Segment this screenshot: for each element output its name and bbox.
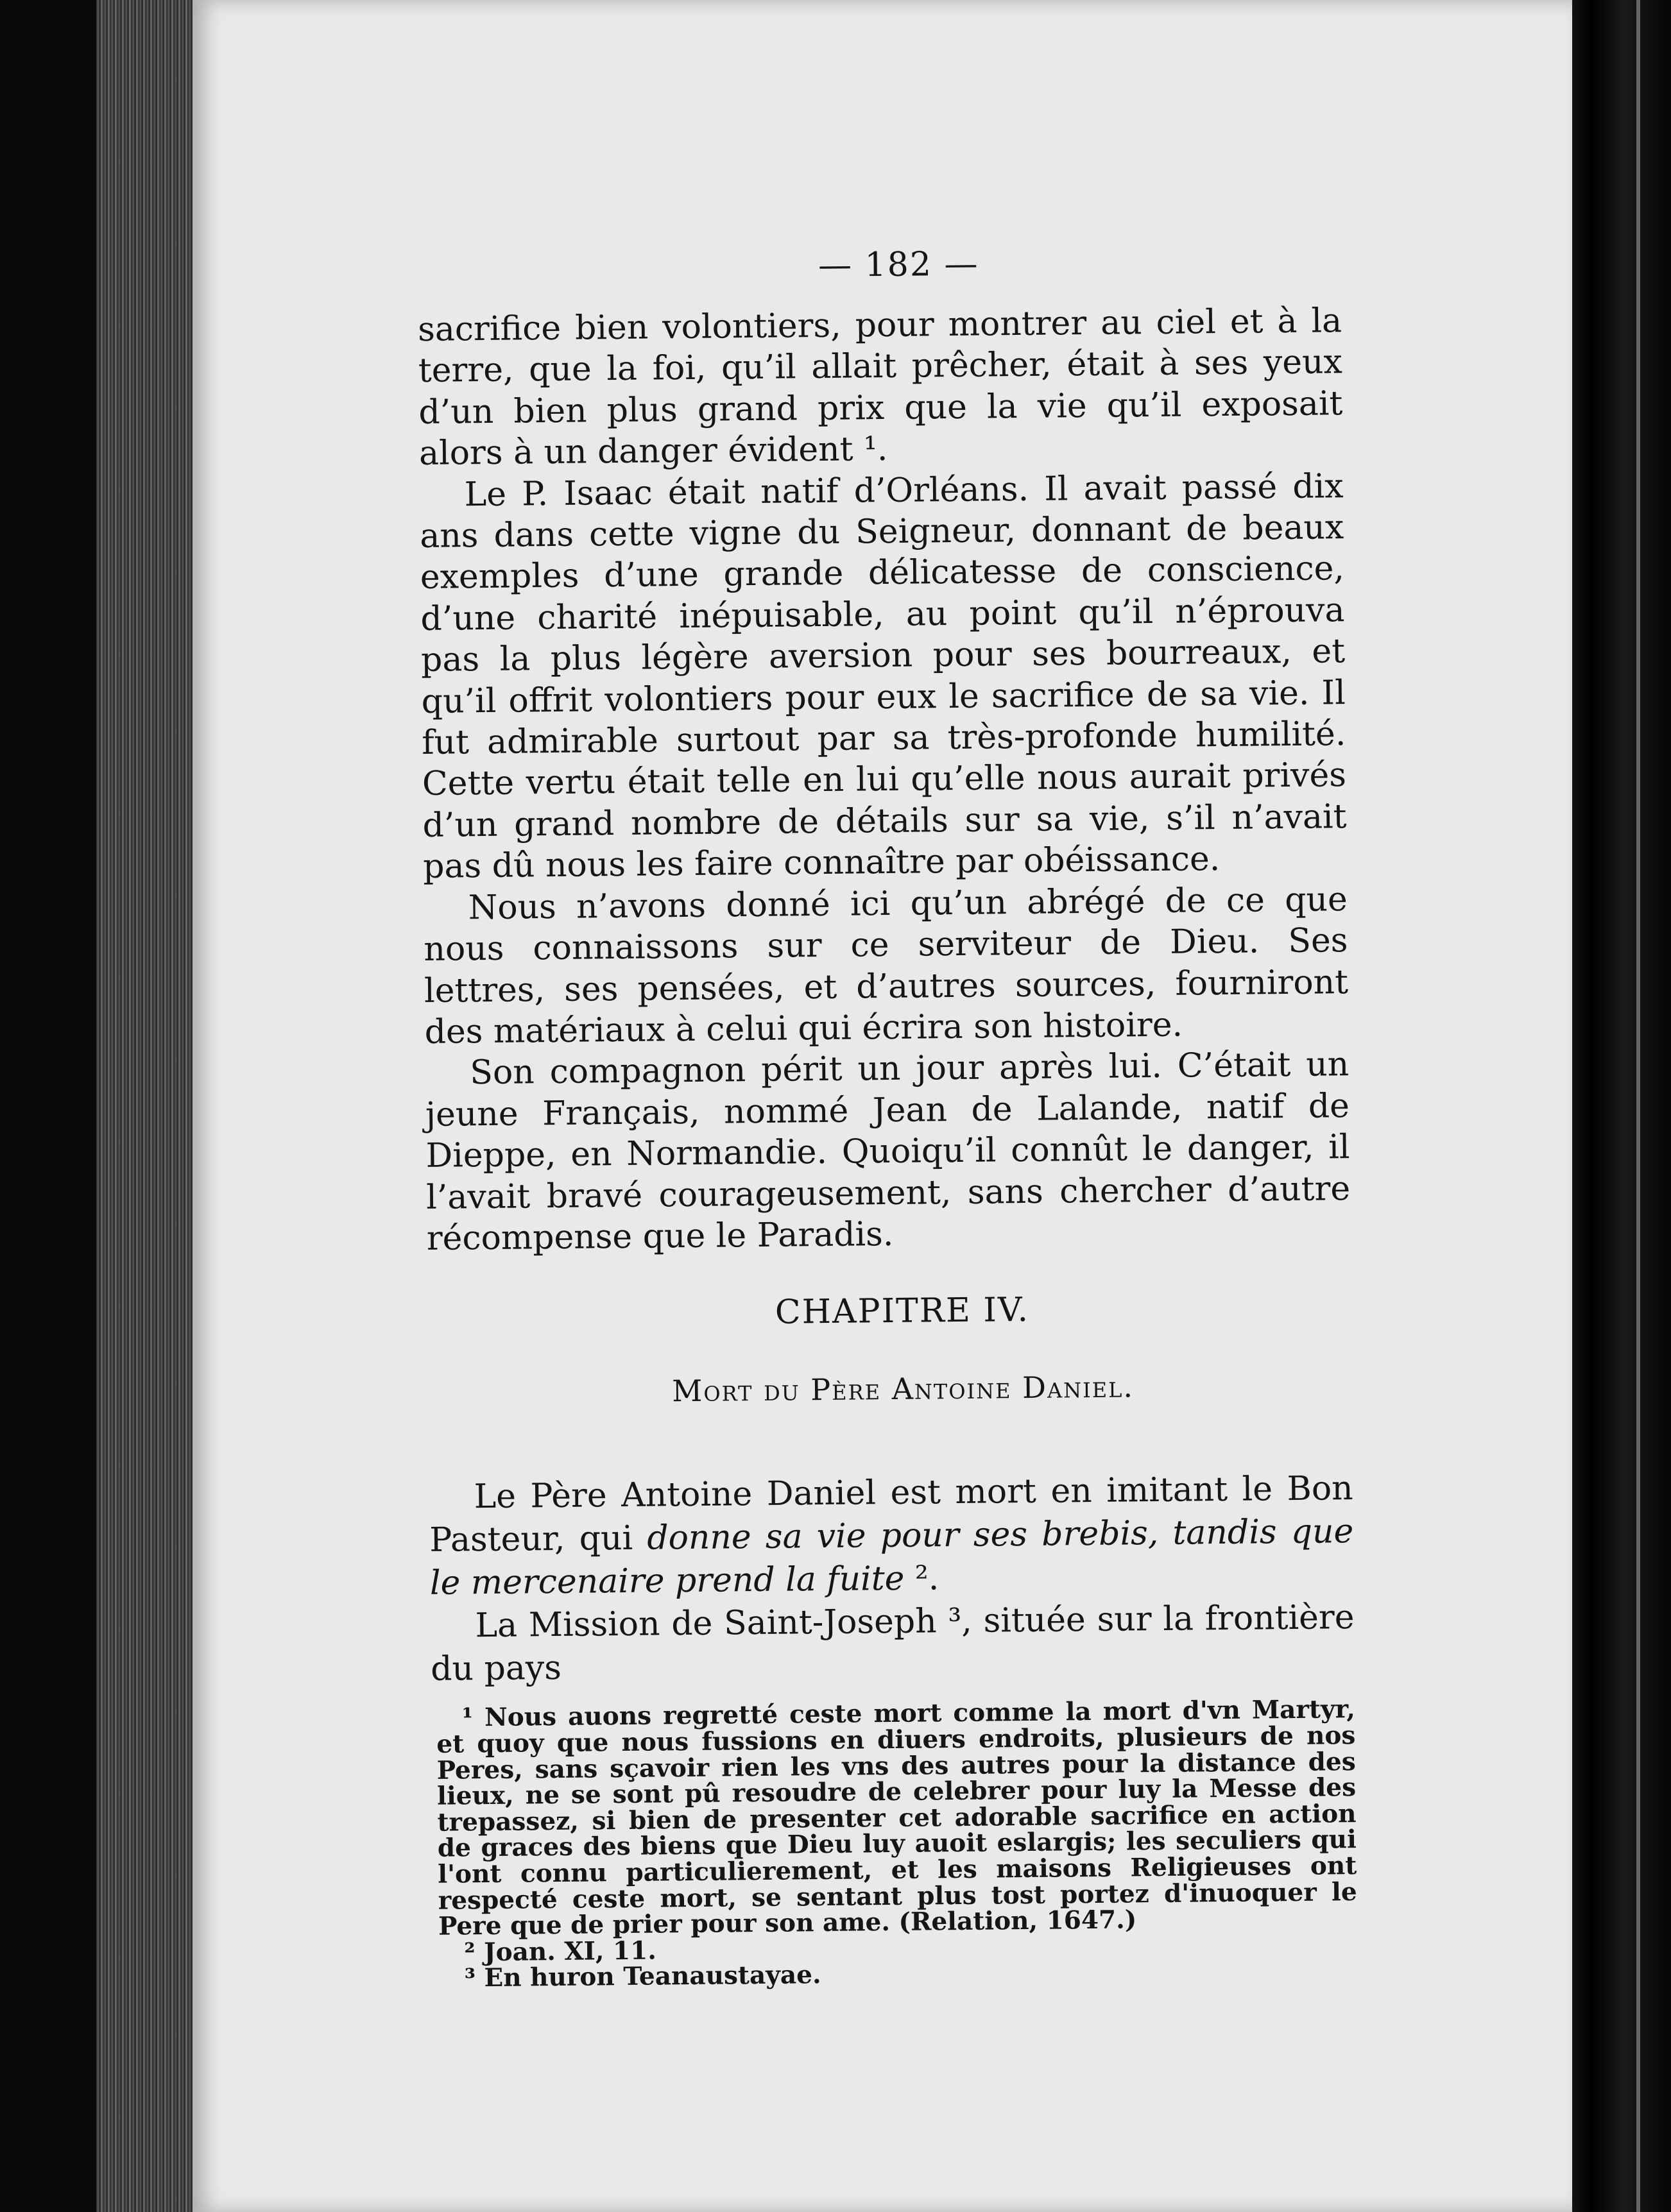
paragraph: Nous n’avons donné ici qu’un abrégé de ce que nous connaissons sur ce serviteur de Dieu. Ses lettres, ses pensées, et d’autres sources, fourniront des matériaux à celui qui écrira son histoire. <box>424 880 1349 1051</box>
book-gutter <box>1572 0 1671 2212</box>
page-content <box>417 241 1358 1992</box>
footnote: ² Joan. XI, 11. <box>464 1936 657 1968</box>
paragraph: sacrifice bien volontiers, pour montrer au ciel et à la terre, que la foi, qu’il allait prêcher, était à ses yeux d’un bien plus grand prix que la vie qu’il exposait alors à un danger évident ¹. <box>417 302 1343 473</box>
paragraph: Le P. Isaac était natif d’Orléans. Il avait passé dix ans dans cette vigne du Seigneur, donnant de beaux exemples d’une grande délicatesse de conscience, d’une charité inépuisable, au point qu’il n’éprouva pas la plus légère aversion pour ses bourreaux, et qu’il offrit volontiers pour eux le sacrifice de sa vie. Il fut admirable surtout par sa très-profonde humilité. Cette vertu était telle en lui qu’elle nous aurait privés d’un grand nombre de détails sur sa vie, s’il n’avait pas dû nous les faire connaître par obéissance. <box>419 466 1347 887</box>
paragraph <box>429 1467 1354 1605</box>
page-number: — 182 — <box>818 244 979 285</box>
section-title: Mort du Père Antoine Daniel. <box>671 1369 1135 1409</box>
body-text-bottom <box>429 1467 1355 1691</box>
page-edges <box>96 0 199 2212</box>
paragraph: La Mission de Saint-Joseph ³, située sur la frontière du pays <box>430 1598 1355 1689</box>
footnote: ¹ Nous auons regretté ceste mort comme la mort d'vn Martyr, et quoy que nous fussions en diuers endroits, plusieurs de nos Peres, sans sçavoir rien les vns des autres pour la distance des lieux, ne se sont pû resoudre de celebrer pour luy la Messe des trepassez, si bien de presenter cet adorable sacrifice en action de graces des biens que Dieu luy auoit eslargis; les seculiers qui l'ont connu particulierement, et les maisons Religieuses ont respecté ceste mort, se sentant plus tost portez d'inuoquer le Pere que de prier pour son ame. (Relation, 1647.) <box>436 1694 1357 1941</box>
footnotes <box>431 1696 1358 1991</box>
paragraph-text: Le Père Antoine Daniel est mort en imitant le Bon Pasteur, qui <box>429 1469 1353 1560</box>
body-text-top <box>418 300 1351 1259</box>
paragraph-text: ². <box>904 1559 939 1599</box>
chapter-title: CHAPITRE IV. <box>775 1291 1030 1332</box>
footnote: ³ En huron Teanaustayae. <box>464 1960 821 1993</box>
paragraph-italic: donne sa vie pour ses brebis, tandis que le mercenaire prend la fuite <box>429 1512 1354 1603</box>
paragraph: Son compagnon périt un jour après lui. C’était un jeune Français, nommé Jean de Lalande, natif de Dieppe, en Normandie. Quoiqu’il connût le danger, il l’avait bravé courageusement, sans chercher d’autre récompense que le Paradis. <box>425 1045 1351 1258</box>
